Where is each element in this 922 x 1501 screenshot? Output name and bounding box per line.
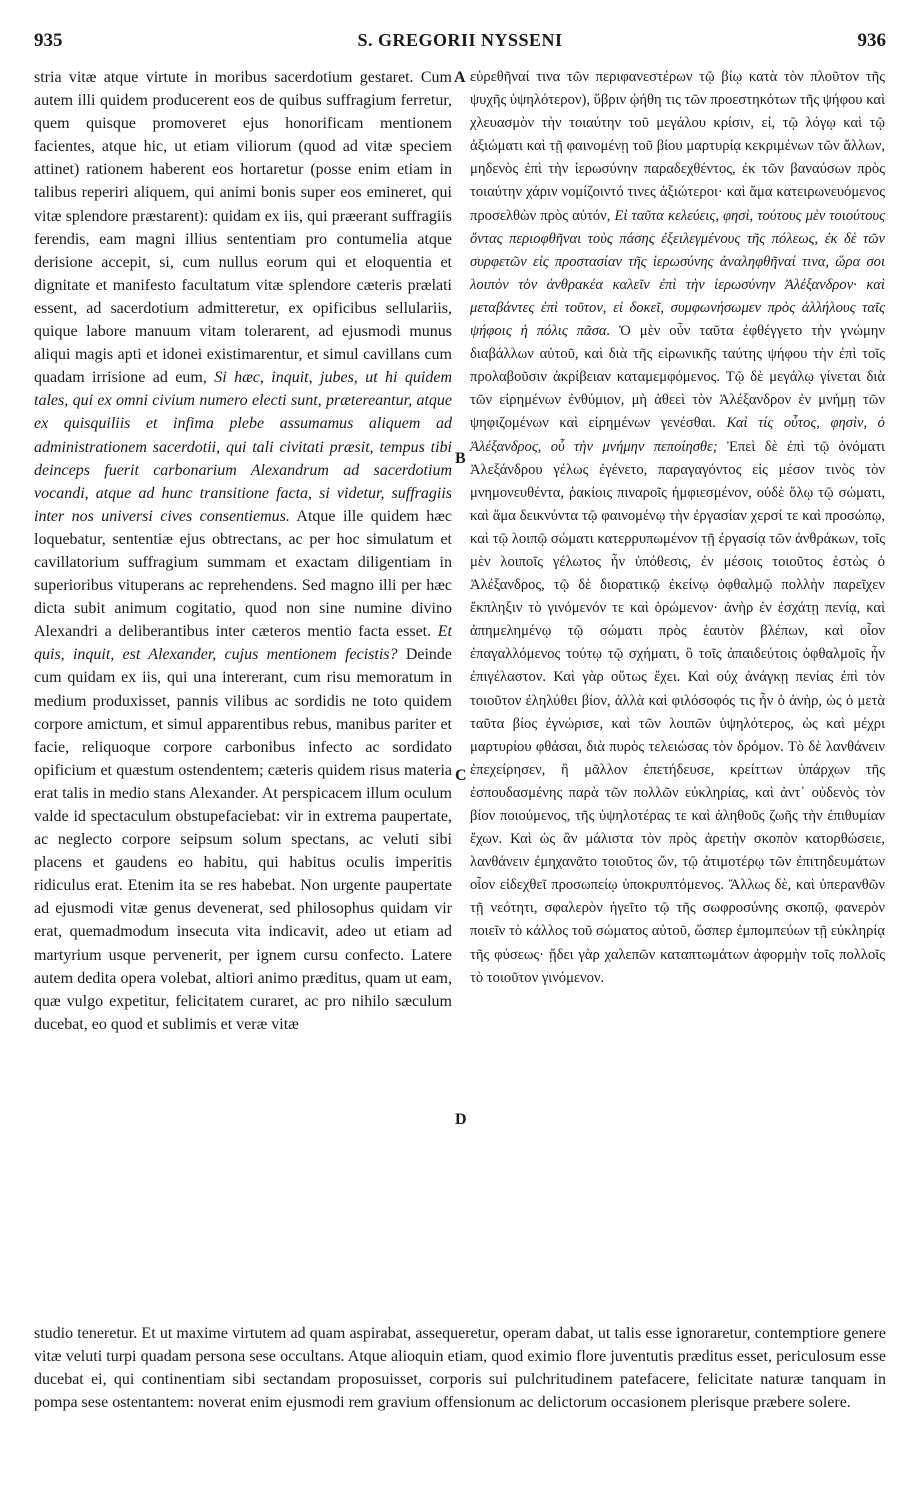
latin-continuation: studio teneretur. Et ut maxime virtutem ad quam aspirabat, assequeretur, operam dabat, ut talis esse ignoraretur, contemptiore genere vitæ veluti turpi quadam persona sese occultans. Atque alioquin etiam, quod eximio flore juventutis præditus esset, periculosum esse ducebat ei, qui continentiam sibi sectandam proposuisset, corporis sui pulchritudinem patefacere, felicitate naturæ tanquam in pompa sese ostentantem: noverat enim ejusmodi rem gravium offensionum ac delictorum occasionem plerisque præbere solere. [34,1325,886,1412]
latin-text: Deinde cum quidam ex iis, qui una intererant, cum risu memoratum in medium produxisset, pannis vilibus ac sordidis ne toto quidem corpore amictum, et simul apparentibus rebus, manibus pariter et facie, reliquoque corpore carbonibus infecto ac sordidato opificium et quæstum ostendentem; cæteris quidem risus materia erat talis in medio stans Alexander. At perspicacem illum oculum valde id spectaculum obstupefaciebat: vir in extrema paupertate, ac neglecto corpore seipsum solum spectans, ac veluti sibi placens et gaudens eo habitu, qui habitus oculis imperitis ridiculus erat. Etenim ita se res habebat. Non urgente paupertate ad ejusmodi vitæ genus devenerat, sed philosophus quidam vir erat, quemadmodum insecuta vita indicavit, adeo ut etiam ad martyrium usque pervenerit, per ignem cursu confecto. Latere autem dedita opera volebat, altiori animo præditus, quam ut eam, quæ vulgo expetitur, felicitatem curaret, ac pro nihilo sæculum ducebat, eo quod et sublimis et veræ vitæ [34,646,453,1033]
greek-text: Ὁ μὲν οὖν ταῦτα ἐφθέγγετο τὴν γνώμην διαβάλλων αὐτοῦ, καὶ διὰ τῆς εἰρωνικῆς ταύτης ψήφου τὴν ἐπὶ τοῖς προλαβοῦσιν ἀκρίβειαν καταμεμφόμενος. Τῷ δὲ μεγάλῳ γίνεται διὰ τῶν εἰρημένων ἐνθύμιον, μὴ ἀθεεὶ τὸν Ἀλέξανδρον ἐν μνήμῃ τῶν ψηφιζομένων καὶ εἰρημένων γενέσθαι. [470,323,885,432]
page-number-left: 935 [34,30,63,51]
latin-column [34,66,452,1036]
greek-quote: Εἰ ταῦτα κελεύεις, φησὶ, τούτους μὲν τοιούτους ὄντας περιοφθῆναι τοὺς πάσης ἐξειλεγμένους τῆς πόλεως, ἐκ δὲ τῶν συρφετῶν εἰς προστασίαν τῆς ἱερωσύνης ἀναληφθῆναί τινα, ὥρα σοι λοιπὸν τὸν ἀνθρακέα καλεῖν ἐπὶ τὴν ἱερωσύνην Ἀλέξανδρον· καὶ μεταβάντες ἐπὶ τοῦτον, εἰ δοκεῖ, συμφωνήσωμεν πρὸς ἀλλήλους ταῖς ψήφοις ἡ πόλις πᾶσα. [470,207,885,340]
latin-quote: Et quis, inquit, est Alexander, cujus mentionem fecistis? [34,623,452,664]
latin-text: stria vitæ atque virtute in moribus sacerdotium gestaret. Cum autem illi quidem producerent eos de quibus suffragium ferretur, quem quisque promoveret ejus honorificam mentionem facientes, atque hic, ut etiam viliorum (quod ad vitæ speciem attinet) rationem haberent eos hortaretur (posse enim etiam in talibus reperiri aliquem, qui animi bonis super eos emineret, qui vitæ splendore præstarent): quidam ex iis, qui præerant suffragiis ferendis, eam magni illius sententiam pro contumelia atque derisione accepit, si, cum nullus eorum qui et eloquentia et dignitate et manifesto facultatum vitæ splendore cæteris prælati essent, ad sacerdotium admitteretur, ex opificibus sellulariis, quique labore manuum vitam tolerarent, ad ejusmodi munus aliqui magis apti et idonei existimarentur, et simul cavillans cum quadam irrisione ad eum, [34,69,452,387]
margin-marker-b: B [455,450,466,467]
greek-quote: Καὶ τίς οὗτος, φησὶν, ὁ Ἀλέξανδρος, οὗ τὴν μνήμην πεποίησθε; [470,415,885,455]
full-width-text [34,1322,886,1414]
margin-marker-c: C [455,767,467,784]
running-title: S. GREGORII NYSSENI [357,30,563,50]
latin-quote: Si hæc, inquit, jubes, ut hi quidem tales, qui ex omni civium numero electi sunt, prætereantur, atque ex quisquiliis et infima plebe assumamus aliquem ad administrationem sacerdotii, qui tali civitati præsit, tempus tibi deinceps fuerit carbonarium Alexandrum ad sacerdotium vocandi, atque ad hunc transitione facta, si videtur, suffragiis inter nos universi cives consentiemus. [34,369,452,525]
latin-paragraph [34,66,452,1036]
greek-paragraph [470,66,885,990]
page-number-right: 936 [857,30,886,51]
margin-marker-d: D [455,1111,467,1128]
greek-text: Ἐπεὶ δὲ ἐπὶ τῷ ὀνόματι Ἀλεξάνδρου γέλως ἐγένετο, παραγαγόντος εἰς μέσον τινὸς τὸν μνημονευθέντα, ῥακίοις πιναροῖς ἠμφιεσμένον, οὐδὲ ὅλῳ τῷ σώματι, καὶ ἅμα δεικνύντα τῷ φαινομένῳ τὴν ἐργασίαν χερσί τε καὶ προσώπῳ, καὶ τῷ λοιπῷ σώματι κατερρυπωμένον τῇ ἐργασίᾳ τῶν ἀνθράκων, τοῖς μὲν λοιποῖς γέλωτος ἦν ὑπόθεσις, ἐν μέσοις τοιοῦτος ἑστὼς ὁ Ἀλέξανδρος, τῷ δὲ διορατικῷ ἐκείνῳ ὀφθαλμῷ πολλὴν παρεῖχεν ἔκπληξιν τὸ γινόμενόν τε καὶ ὁρώμενον· ἀνὴρ ἐν ἐσχάτῃ πενίᾳ, καὶ ἀπημελημένῳ τῷ σώματι πρὸς ἑαυτὸν βλέπων, καὶ οἷον ἐπαγαλλόμενος τούτῳ τῷ σχήματι, ὃ τοῖς ἀπαιδεύτοις ὀφθαλμοῖς ἦν ἐπιγέλαστον. Καὶ γὰρ οὕτως ἔχει. Καὶ οὐχ ἀνάγκῃ πενίας ἐπὶ τὸν τοιοῦτον ἐληλύθει βίον, ἀλλὰ καὶ φιλόσοφός τις ἦν ὁ ἀνὴρ, ὡς ὁ μετὰ ταῦτα βίος ἐγνώρισε, καὶ τῶν λοιπῶν ὑψηλότερος, ὡς καὶ μέχρι μαρτυρίου φθάσαι, διὰ πυρὸς τελειώσας τὸν δρόμον. Τὸ δὲ λανθάνειν ἐπεχείρησεν, ἢ μᾶλλον ἐπετήδευσε, κρείττων ὑπάρχων τῆς ἐσπουδασμένης παρὰ τῶν πολλῶν εὐκληρίας, καὶ ἀντ᾽ οὐδενὸς τὸν βίον ποιούμενος, τῆς ὑψηλοτέρας τε καὶ ἀληθοῦς ζωῆς τὴν ἐπιθυμίαν ἔχων. Καὶ ὡς ἂν μάλιστα τὸν πρὸς ἀρετὴν σκοπὸν κατορθώσειε, λανθάνειν ἐμηχανᾶτο τοιοῦτος ὤν, τῷ ἀτιμοτέρῳ τῶν ἐπιτηδευμάτων οἷον εἰδεχθεῖ προσωπείῳ ὑποκρυπτόμενος. Ἄλλως δὲ, καὶ ὑπερανθῶν τῇ νεότητι, σφαλερὸν ἡγεῖτο τῷ τῆς σωφροσύνης σκοπῷ, φανερὸν ποιεῖν τὸ κάλλος τοῦ σώματος αὐτοῦ, ὥσπερ ἐμπομπεύων τῇ εὐκληρίᾳ τῆς φύσεως· ᾔδει γὰρ χαλεπῶν καταπτωμάτων ἀφορμὴν τοῖς πολλοῖς τὸ τοιοῦτον γινόμενον. [470,438,885,986]
greek-column [470,66,885,990]
margin-marker-a: A [454,69,466,86]
page-header [34,30,886,56]
latin-text: Atque ille quidem hæc loquebatur, sententiæ ejus obtrectans, ac per hoc simulatum et cavillatorium suffragium summam et exactam diligentiam in superioribus vituperans ac reprehendens. Sed magno illi per hæc dicta subit animum cogitatio, quod non sine numine divino Alexandri a deliberantibus inter cæteros mentio facta esset. [34,507,452,641]
greek-text: εὑρεθῆναί τινα τῶν περιφανεστέρων τῷ βίῳ κατὰ τὸν πλοῦτον τῆς ψυχῆς ὑψηλότερον), ὕβριν ᾠήθη τις τῶν προεστηκότων τῆς ψήφου καὶ χλευασμὸν τὴν τοιαύτην τοῦ μεγάλου κρίσιν, εἰ, τῷ λόγῳ καὶ τῷ ἀξιώματι καὶ τῇ φαινομένῃ τοῦ βίου μαρτυρίᾳ κεκριμένων τῶν ἄλλων, μηδενὸς ἐπὶ τὴν ἱερωσύνην παραδεχθέντος, ἐκ τῶν βαναύσων πρὸς τοιαύτην χάριν νομίζοιντό τινες ἀξιώτεροι· καὶ ἅμα κατειρωνευόμενος προσελθὼν πρὸς αὐτόν, [470,69,885,224]
